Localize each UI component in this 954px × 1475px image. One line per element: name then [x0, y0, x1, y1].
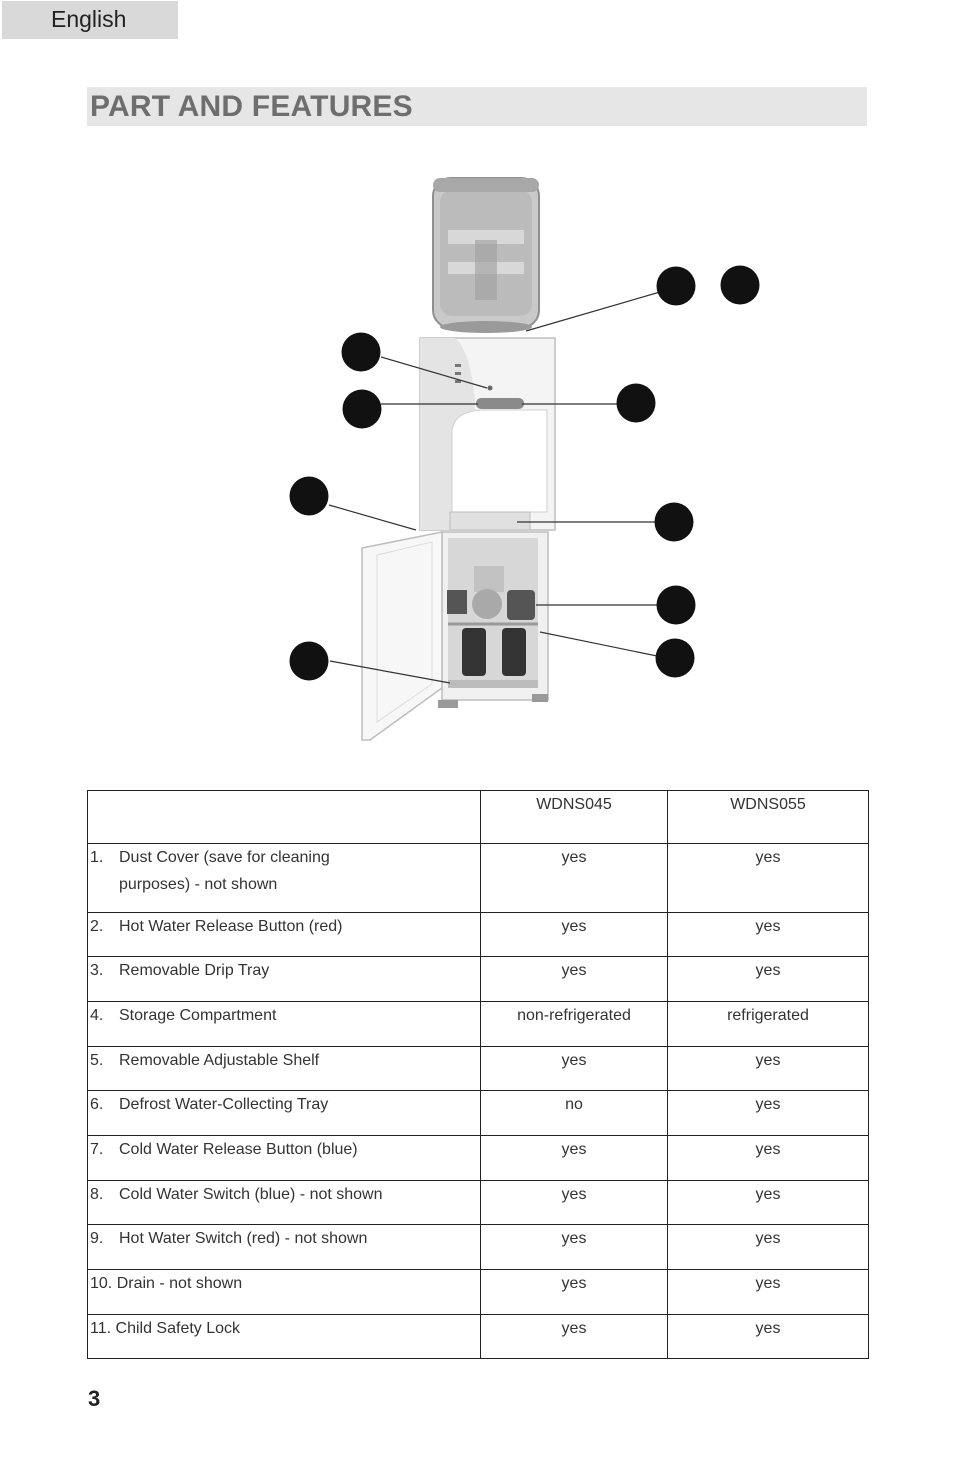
- table-row: [88, 957, 869, 1002]
- feature-cell: [88, 1002, 481, 1047]
- table-header-row: [88, 791, 869, 844]
- water-tray-illustration: [448, 680, 538, 688]
- callout-marker: [655, 503, 694, 542]
- storage-compartment: [362, 532, 548, 740]
- item-number: 2.: [90, 918, 104, 935]
- wdns045-value: yes: [481, 913, 668, 957]
- callout-marker: [656, 639, 695, 678]
- callout-marker: [342, 333, 381, 372]
- table-row: [88, 1270, 869, 1315]
- feature-label: Storage Compartment: [119, 1007, 277, 1024]
- feature-label: Hot Water Release Button (red): [119, 918, 343, 935]
- wdns055-value: yes: [668, 957, 869, 1002]
- features-table: [87, 790, 869, 1359]
- language-tab: English: [2, 1, 178, 39]
- item-number: 1.: [90, 849, 104, 866]
- release-buttons-illustration: [476, 398, 524, 409]
- item-number: 9.: [90, 1230, 104, 1247]
- section-title: PART AND FEATURES: [87, 87, 867, 126]
- feature-cell: [88, 1181, 481, 1225]
- feature-cell: [88, 1136, 481, 1181]
- feature-cell: [88, 1047, 481, 1091]
- table-row: [88, 1047, 869, 1091]
- feature-cell: [88, 844, 481, 913]
- feature-cell: [88, 957, 481, 1002]
- feature-label: Child Safety Lock: [115, 1320, 241, 1337]
- feature-cell: [88, 913, 481, 957]
- water-bottle: [433, 178, 539, 333]
- wdns045-value: yes: [481, 957, 668, 1002]
- item-number: 10.: [90, 1275, 113, 1292]
- wdns055-value: yes: [668, 844, 869, 913]
- table-row: [88, 1136, 869, 1181]
- feature-label: Defrost Water-Collecting Tray: [119, 1096, 329, 1113]
- wdns045-value: yes: [481, 1136, 668, 1181]
- item-number: 5.: [90, 1052, 104, 1069]
- wdns045-value: yes: [481, 1270, 668, 1315]
- callout-marker: [657, 267, 696, 306]
- table-row: [88, 844, 869, 913]
- wdns045-value: yes: [481, 1181, 668, 1225]
- feature-label: Cold Water Release Button (blue): [119, 1141, 358, 1158]
- wdns055-value: yes: [668, 1181, 869, 1225]
- open-door-illustration: [362, 532, 442, 740]
- wdns045-value: yes: [481, 1047, 668, 1091]
- feature-cell: [88, 1225, 481, 1270]
- feature-label: Drain - not shown: [116, 1275, 243, 1292]
- wdns055-value: refrigerated: [668, 1002, 869, 1047]
- wdns055-value: yes: [668, 913, 869, 957]
- feature-label: Cold Water Switch (blue) - not shown: [119, 1186, 383, 1203]
- callout-marker: [657, 586, 696, 625]
- callout-marker: [617, 384, 656, 423]
- feature-cell: [88, 1315, 481, 1359]
- table-row: [88, 1181, 869, 1225]
- item-number: 8.: [90, 1186, 104, 1203]
- wdns055-value: yes: [668, 1270, 869, 1315]
- wdns045-value: no: [481, 1091, 668, 1136]
- callout-marker: [721, 266, 760, 305]
- wdns045-value: yes: [481, 844, 668, 913]
- column-header-wdns055: WDNS055: [668, 791, 869, 844]
- feature-label-line2: purposes) - not shown: [119, 876, 278, 893]
- wdns055-value: yes: [668, 1091, 869, 1136]
- wdns045-value: yes: [481, 1315, 668, 1359]
- item-number: 7.: [90, 1141, 104, 1158]
- table-row: [88, 913, 869, 957]
- table-row: [88, 1002, 869, 1047]
- feature-label: Removable Drip Tray: [119, 962, 270, 979]
- wdns055-value: yes: [668, 1315, 869, 1359]
- callout-marker: [290, 477, 329, 516]
- table-row: [88, 1315, 869, 1359]
- callout-marker: [290, 642, 329, 681]
- column-header: [88, 791, 481, 844]
- item-number: 3.: [90, 962, 104, 979]
- drip-tray-illustration: [450, 512, 530, 530]
- feature-cell: [88, 1091, 481, 1136]
- wdns055-value: yes: [668, 1136, 869, 1181]
- item-number: 4.: [90, 1007, 104, 1024]
- feature-cell: [88, 1270, 481, 1315]
- wdns055-value: yes: [668, 1225, 869, 1270]
- table-row: [88, 1091, 869, 1136]
- wdns045-value: non-refrigerated: [481, 1002, 668, 1047]
- callout-marker: [343, 390, 382, 429]
- table-row: [88, 1225, 869, 1270]
- dispenser-cabinet: [420, 338, 555, 530]
- wdns045-value: yes: [481, 1225, 668, 1270]
- page-number: 3: [88, 1386, 101, 1411]
- column-header-wdns045: WDNS045: [481, 791, 668, 844]
- item-number: 6.: [90, 1096, 104, 1113]
- feature-label: Removable Adjustable Shelf: [119, 1052, 320, 1069]
- item-number: 11.: [90, 1320, 112, 1337]
- wdns055-value: yes: [668, 1047, 869, 1091]
- feature-label: Dust Cover (save for cleaning: [119, 849, 330, 866]
- feature-label: Hot Water Switch (red) - not shown: [119, 1230, 368, 1247]
